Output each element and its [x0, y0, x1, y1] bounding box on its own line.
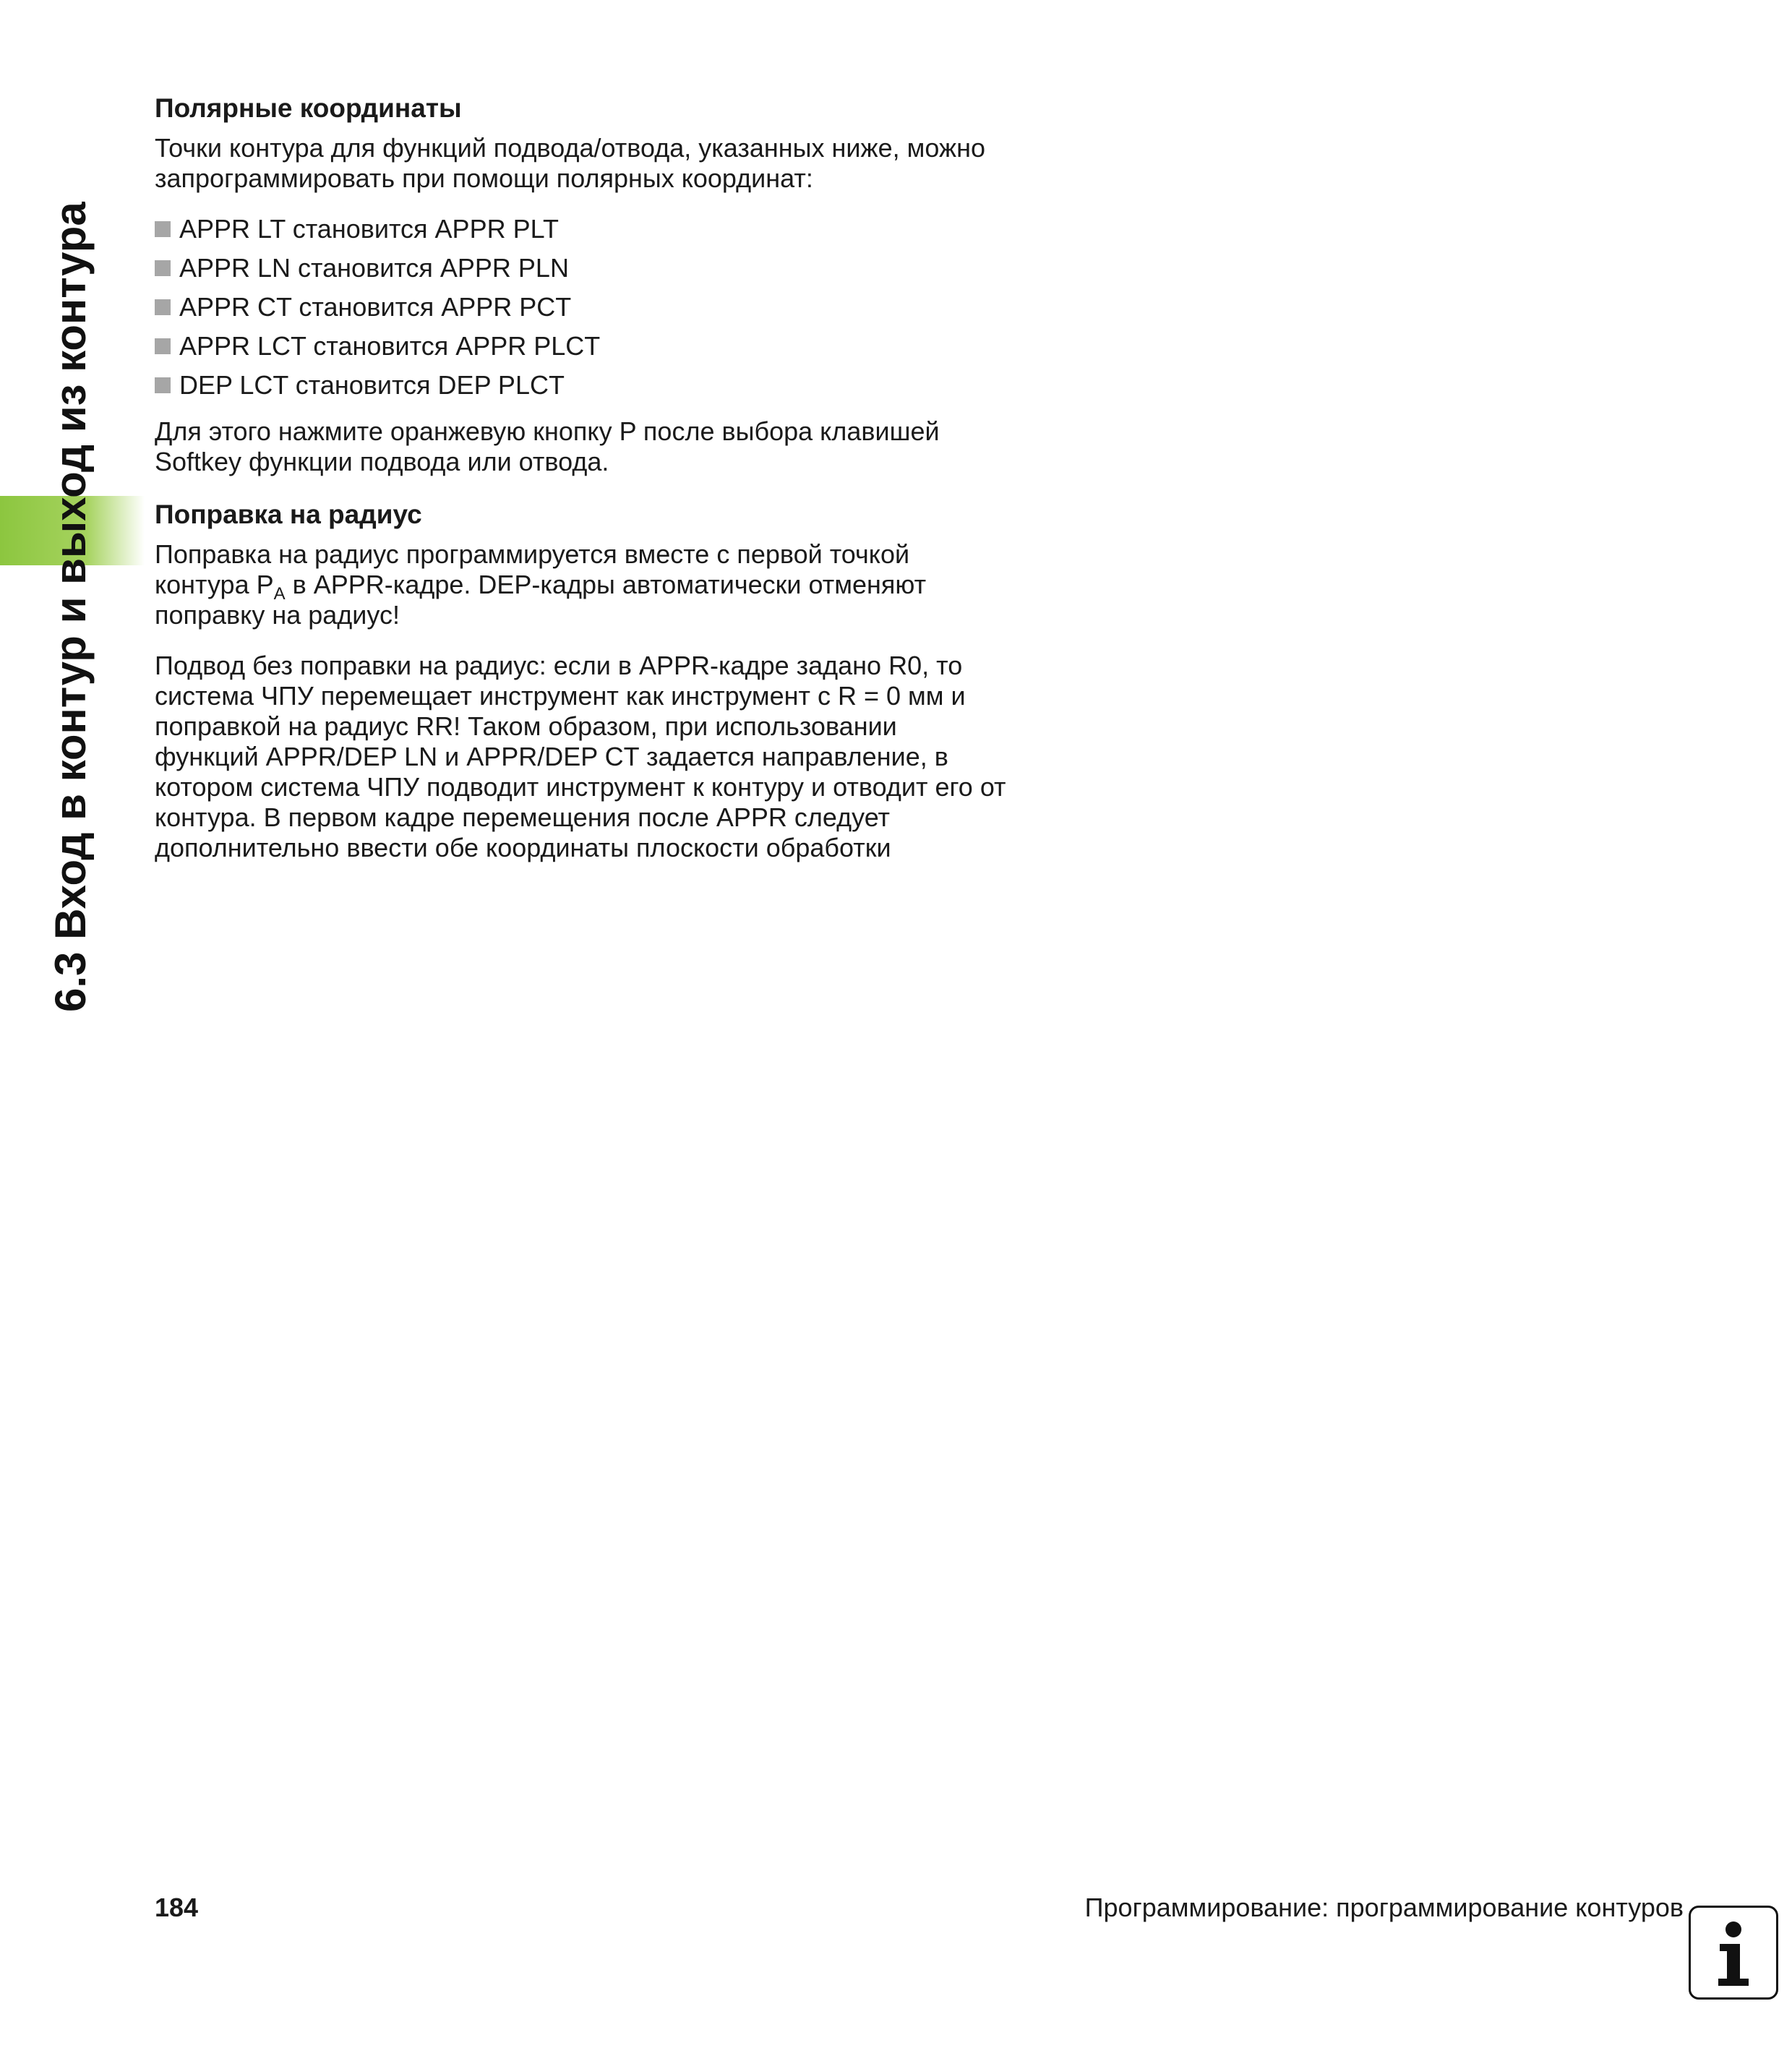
polar-function-list — [155, 214, 1008, 400]
square-bullet-icon — [155, 260, 171, 276]
section-polar-intro: Точки контура для функций подвода/отвода, указанных ниже, можно запрограммировать при помощи полярных координат: — [155, 133, 985, 193]
section-radius-paragraph-2: Подвод без поправки на радиус: если в APPR-кадре задано R0, то система ЧПУ перемещает инструмент как инструмент с R = 0 мм и поправкой на радиус RR! Таком образом, при использовании функций APPR/DEP LN и APPR/DEP CT задается направление, в котором система ЧПУ подводит инструмент к контуру и отводит его от контура. В первом кадре перемещения после APPR следует дополнительно ввести обе координаты плоскости обработки — [155, 651, 1006, 862]
list-item: DEP LCT становится DEP PLCT — [155, 370, 1008, 400]
list-item: APPR CT становится APPR PCT — [155, 292, 1008, 322]
square-bullet-icon — [155, 221, 171, 237]
square-bullet-icon — [155, 299, 171, 315]
section-radius-paragraph-1: Поправка на радиус программируется вместе с первой точкой контура $P_A$ в APPR-кадре. DEP-кадры автоматически отменяют поправку на радиус! — [155, 539, 927, 630]
info-icon — [1689, 1906, 1778, 2000]
chapter-side-title: 6.3 Вход в контур и выход из контура — [46, 202, 95, 1012]
square-bullet-icon — [155, 338, 171, 354]
page-number: 184 — [155, 1893, 199, 1922]
section-heading-radius: Поправка на радиус — [155, 500, 422, 529]
square-bullet-icon — [155, 377, 171, 393]
section-polar-outro: Для этого нажмите оранжевую кнопку P после выбора клавишей Softkey функции подвода или отвода. — [155, 416, 940, 476]
footer-chapter-title: Программирование: программирование контуров — [1084, 1893, 1684, 1922]
list-item: APPR LCT становится APPR PLCT — [155, 331, 1008, 361]
list-item: APPR LT становится APPR PLT — [155, 214, 1008, 244]
section-heading-polar: Полярные координаты — [155, 93, 462, 123]
page-content — [155, 91, 1008, 883]
list-item: APPR LN становится APPR PLN — [155, 253, 1008, 283]
